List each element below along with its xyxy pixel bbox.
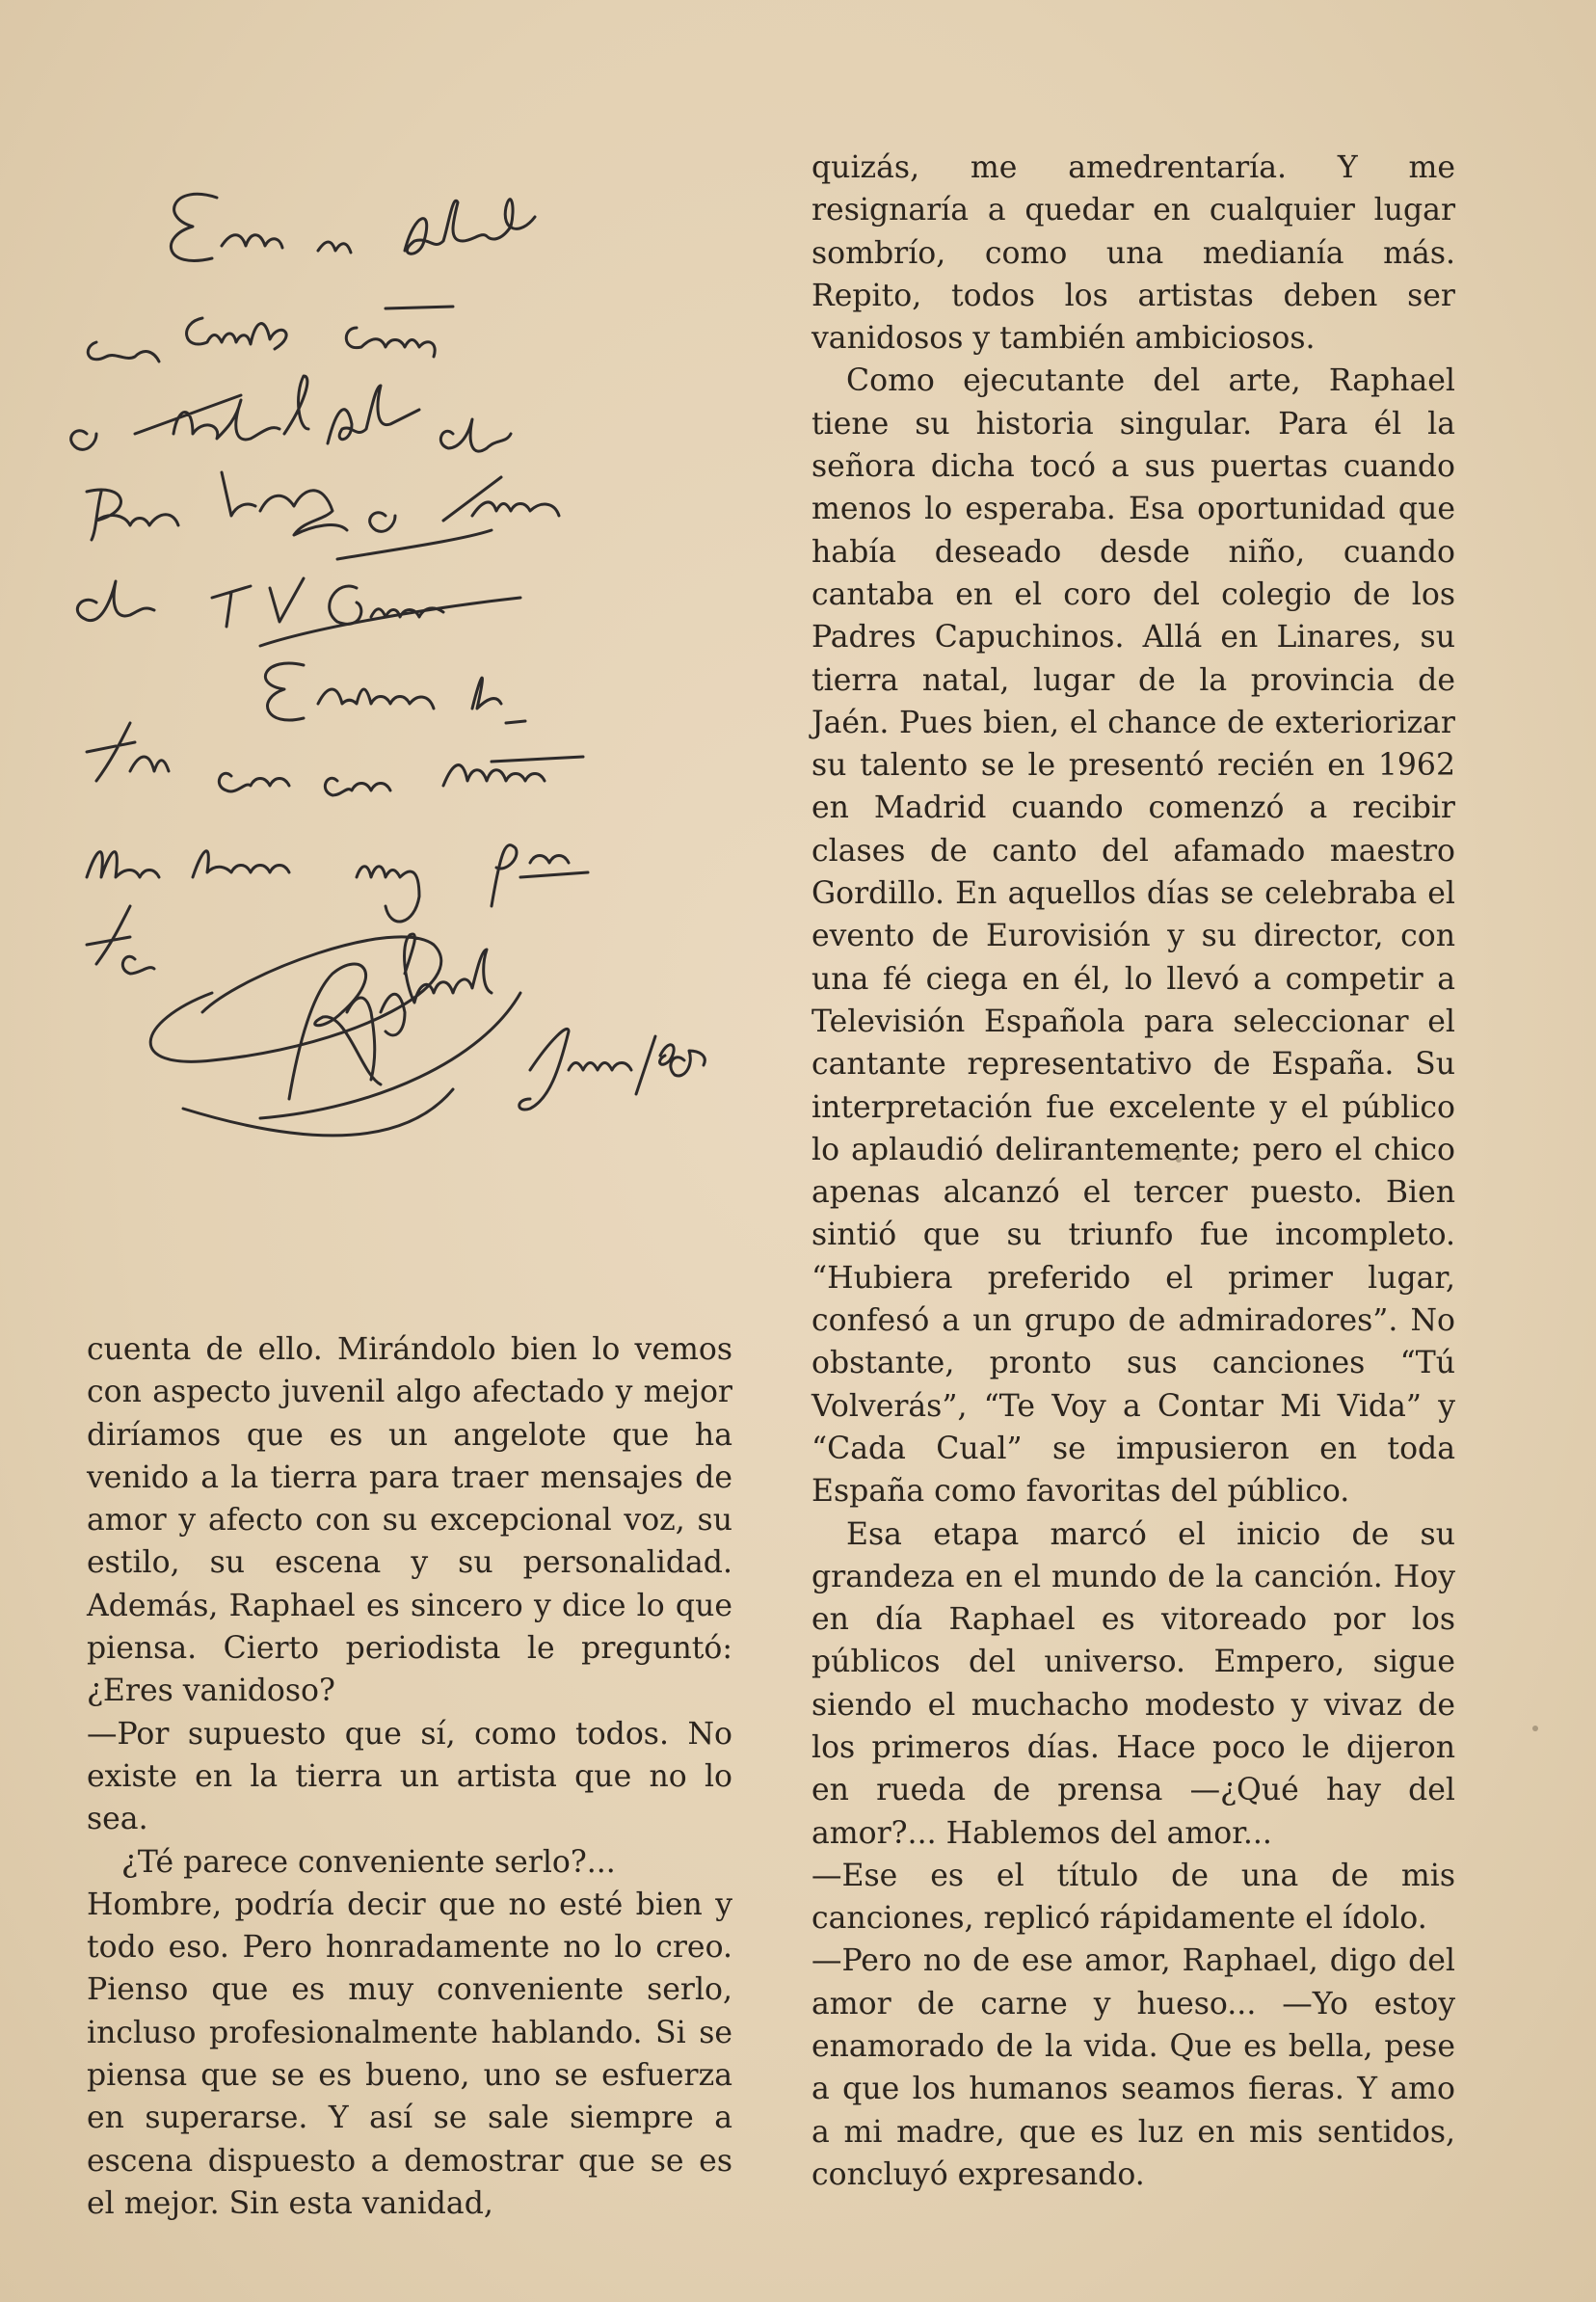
paragraph: Hombre, podría decir que no esté bien y todo eso. Pero honradamente no lo creo. Pienso que es muy conveniente serlo, incluso profesionalmente hablando. Si se piensa que se es bueno, uno se esfuerza en superarse. Y así se sale siempre a escena dispuesto a demostrar que se es el mejor. Sin esta vanidad, <box>87 1887 732 2221</box>
paragraph: cuenta de ello. Mirándolo bien lo vemos con aspecto juvenil algo afectado y mejor diríamos que es un angelote que ha venido a la tierra para traer mensajes de amor y afecto con su excepcional voz, su estilo, su escena y su personalidad. Además, Raphael es sincero y dice lo que piensa. Cierto periodista le preguntó: ¿Eres vanidoso? <box>87 1332 732 1709</box>
paper-speck <box>1176 1157 1182 1163</box>
paragraph: Como ejecutante del arte, Raphael tiene su historia singular. Para él la señora dicha tocó a sus puertas cuando menos lo esperaba. Esa oportunidad que había deseado desde niño, cuando cantaba en el coro del colegio de los Padres Capuchinos. Allá en Linares, su tierra natal, lugar de la provincia de Jaén. Pues bien, el chance de exteriorizar su talento se le presentó recién en 1962 en Madrid cuando comenzó a recibir clases de canto del afamado maestro Gordillo. En aquellos días se celebraba el evento de Eurovisión y su director, con una fé ciega en él, lo llevó a competir a Televisión Española para seleccionar el cantante representativo de España. Su interpretación fue excelente y el público lo aplaudió delirantemente; pero el chico apenas alcanzó el tercer puesto. Bien sintió que su triunfo fue incompleto. “Hubiera preferido el primer lugar, confesó a un grupo de admiradores”. No obstante, pronto sus canciones “Tú Volverás”, “Te Voy a Contar Mi Vida” y “Cada Cual” se impusieron en toda España como favoritas del público. <box>811 363 1455 1510</box>
right-text-column <box>811 147 1455 2196</box>
paragraph: —Pero no de ese amor, Raphael, digo del amor de carne y hueso... —Yo estoy enamorado de la vida. Que es bella, pese a que los humanos seamos fieras. Y amo a mi madre, que es luz en mis sentidos, concluyó expresando. <box>811 1943 1455 2192</box>
paragraph: Esa etapa marcó el inicio de su grandeza en el mundo de la canción. Hoy en día Raphael es vitoreado por los públicos del universo. Empero, sigue siendo el muchacho modesto y vivaz de los primeros días. Hace poco le dijeron en rueda de prensa —¿Qué hay del amor?... Hablemos del amor... <box>811 1516 1455 1851</box>
paragraph: ¿Té parece conveniente serlo?... <box>121 1844 616 1880</box>
left-text-column <box>87 1328 732 2225</box>
paragraph: quizás, me amedrentaría. Y me resignaría a quedar en cualquier lugar sombrío, como una medianía más. Repito, todos los artistas deben ser vanidosos y también ambiciosos. <box>811 150 1455 357</box>
paragraph: —Por supuesto que sí, como todos. No existe en la tierra un artista que no lo sea. <box>87 1716 732 1837</box>
handwritten-autograph <box>67 145 761 1166</box>
autograph-drawing <box>67 145 761 1166</box>
paper-speck <box>1532 1726 1538 1731</box>
paragraph: —Ese es el título de una de mis canciones, replicó rápidamente el ídolo. <box>811 1858 1455 1937</box>
